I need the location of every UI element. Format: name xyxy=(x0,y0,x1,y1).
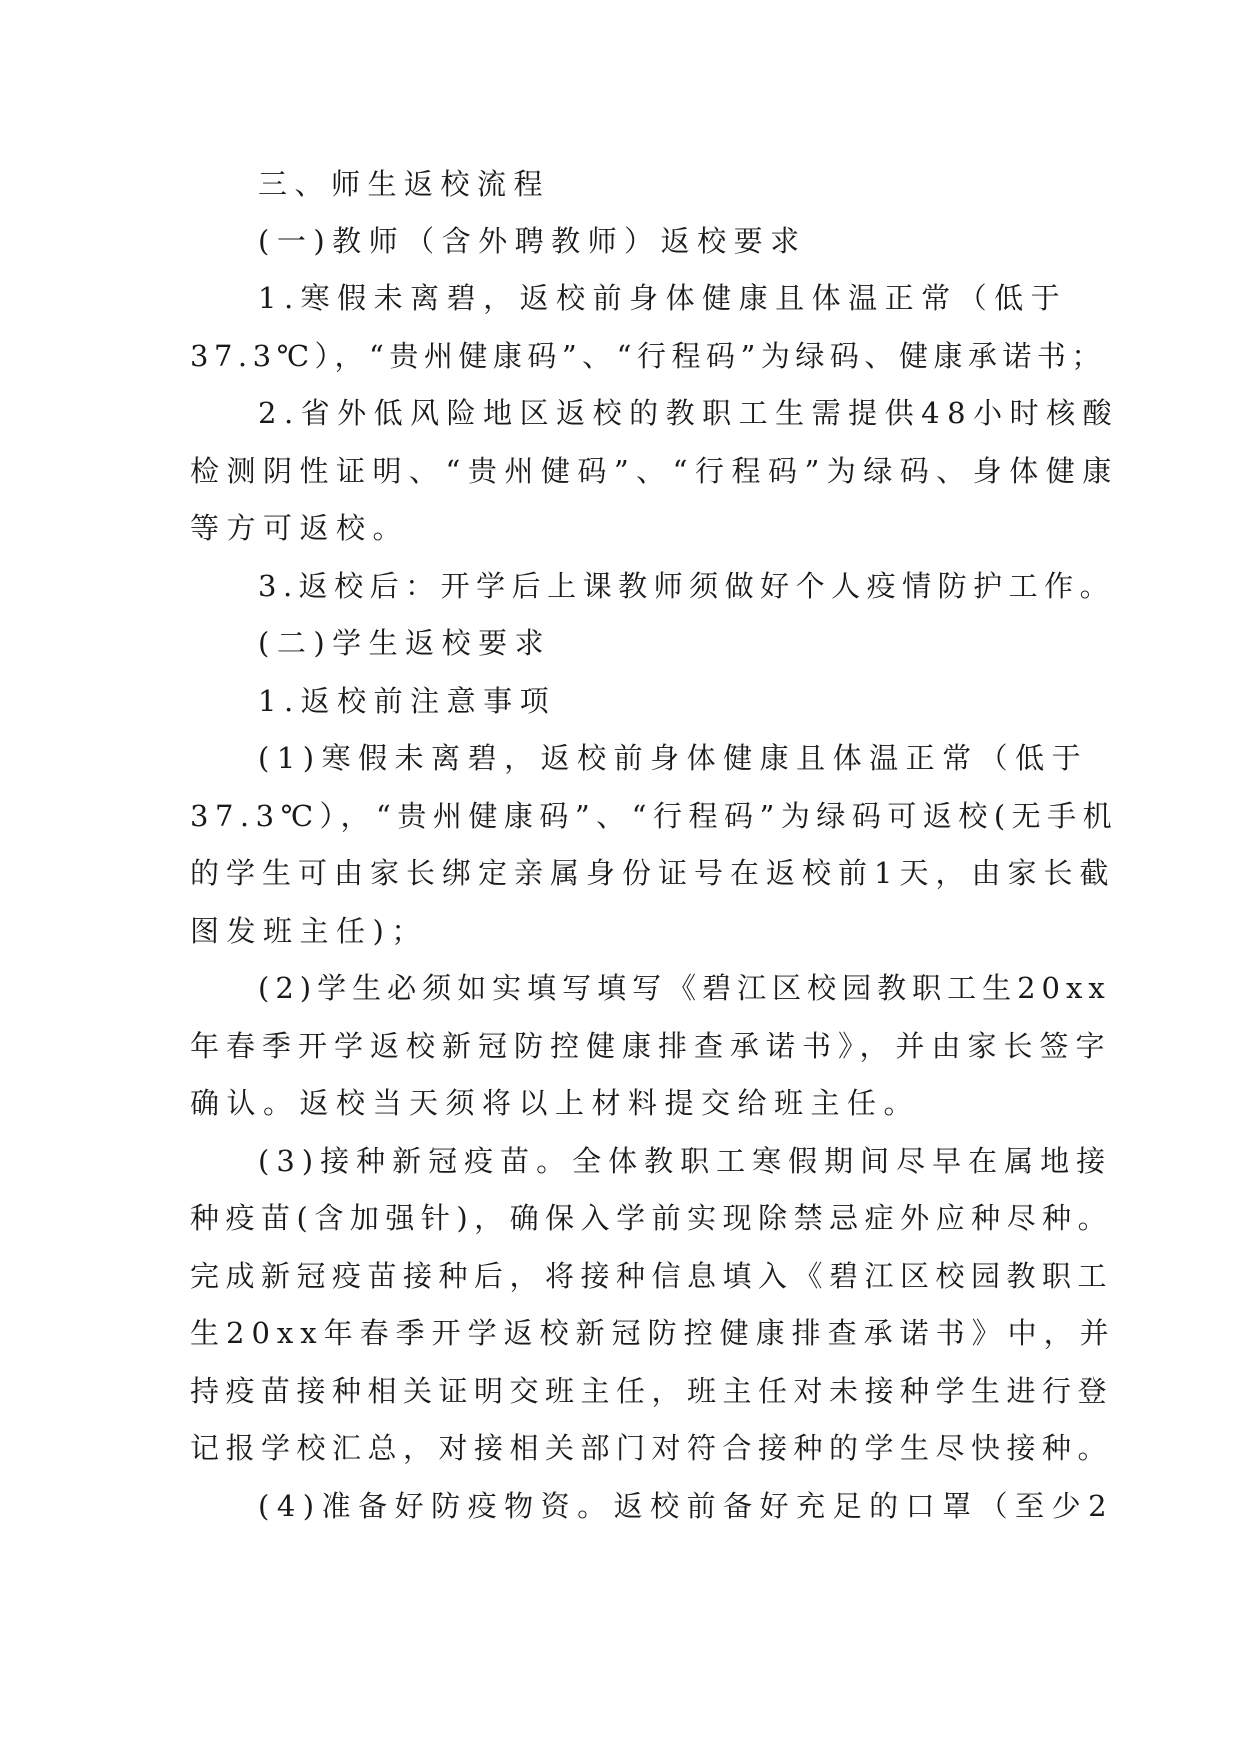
paragraph-line: 记报学校汇总，对接相关部门对符合接种的学生尽快接种。 xyxy=(190,1431,1114,1465)
paragraph-line: 1.寒假未离碧，返校前身体健康且体温正常（低于 xyxy=(258,281,1068,315)
section-heading: 三、师生返校流程 xyxy=(258,167,551,201)
paragraph-line: 年春季开学返校新冠防控健康排查承诺书》，并由家长签字 xyxy=(190,1029,1112,1063)
paragraph-line: 生20xx年春季开学返校新冠防控健康排查承诺书》中，并 xyxy=(190,1316,1116,1350)
paragraph-line: 37.3℃），“贵州健康码”、“行程码”为绿码、健康承诺书； xyxy=(190,339,1106,373)
paragraph-line: 图发班主任)； xyxy=(190,914,428,948)
paragraph-line: (3)接种新冠疫苗。全体教职工寒假期间尽早在属地接 xyxy=(258,1144,1113,1178)
paragraph-line: (4)准备好防疫物资。返校前备好充足的口罩（至少2 xyxy=(258,1489,1115,1523)
paragraph-line: 完成新冠疫苗接种后，将接种信息填入《碧江区校园教职工 xyxy=(190,1259,1114,1293)
paragraph-line: 的学生可由家长绑定亲属身份证号在返校前1天，由家长截 xyxy=(190,856,1116,890)
paragraph-line: 检测阴性证明、“贵州健码”、“行程码”为绿码、身体健康 xyxy=(190,454,1119,488)
subsection-heading: (二)学生返校要求 xyxy=(258,626,552,660)
paragraph-line: 种疫苗(含加强针)，确保入学前实现除禁忌症外应种尽种。 xyxy=(190,1201,1114,1235)
paragraph-line: 确认。返校当天须将以上材料提交给班主任。 xyxy=(190,1086,921,1120)
subsection-heading: (一)教师（含外聘教师）返校要求 xyxy=(258,224,807,258)
paragraph-line: 3.返校后：开学后上课教师须做好个人疫情防护工作。 xyxy=(258,569,1116,603)
paragraph-line: 2.省外低风险地区返校的教职工生需提供48小时核酸 xyxy=(258,396,1120,430)
paragraph-line: 37.3℃），“贵州健康码”、“行程码”为绿码可返校(无手机 xyxy=(190,799,1119,833)
paragraph-line: (2)学生必须如实填写填写《碧江区校园教职工生20xx xyxy=(258,971,1111,1005)
paragraph-line: 持疫苗接种相关证明交班主任，班主任对未接种学生进行登 xyxy=(190,1374,1114,1408)
item-heading: 1.返校前注意事项 xyxy=(258,684,557,718)
paragraph-line: 等方可返校。 xyxy=(190,511,410,545)
paragraph-line: (1)寒假未离碧，返校前身体健康且体温正常（低于 xyxy=(258,741,1089,775)
